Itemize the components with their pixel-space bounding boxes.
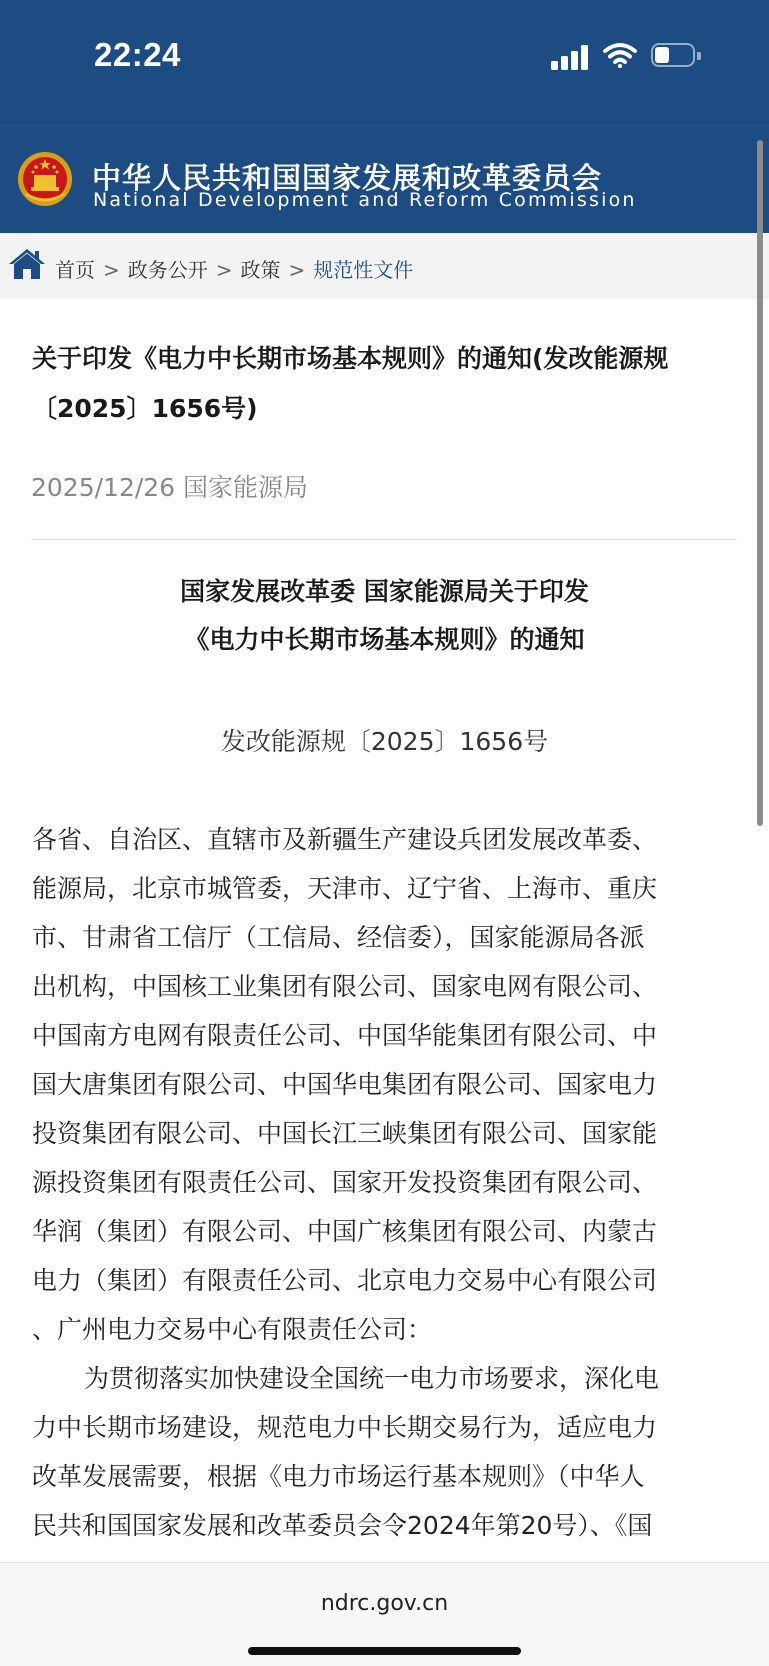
notice-heading-line: 《电力中长期市场基本规则》的通知 <box>184 625 585 654</box>
breadcrumb-policy[interactable]: 政策 <box>240 258 281 282</box>
breadcrumb-separator: > <box>288 258 306 282</box>
home-indicator[interactable] <box>248 1647 521 1655</box>
divider <box>31 539 737 540</box>
body-line: 各省、自治区、直辖市及新疆生产建设兵团发展改革委、 <box>32 825 658 854</box>
publish-date: 2025/12/26 <box>31 473 176 502</box>
body-line: 投资集团有限公司、中国长江三峡集团有限公司、国家能 <box>32 1119 658 1148</box>
breadcrumb-home[interactable]: 首页 <box>55 258 95 282</box>
wifi-icon <box>603 42 637 68</box>
body-line: 能源局，北京市城管委，天津市、辽宁省、上海市、重庆 <box>32 874 658 903</box>
status-time: 22:24 <box>94 36 181 73</box>
body-line: 国大唐集团有限公司、中国华电集团有限公司、国家电力 <box>32 1070 658 1099</box>
article-title-line: 〔2025〕1656号) <box>32 394 258 423</box>
body-line: 中国南方电网有限责任公司、中国华能集团有限公司、中 <box>32 1021 658 1050</box>
national-emblem-icon <box>16 150 74 208</box>
body-line: 、广州电力交易中心有限责任公司： <box>32 1315 433 1344</box>
site-header <box>0 125 769 234</box>
breadcrumb-gov-affairs[interactable]: 政务公开 <box>127 258 208 282</box>
body-line: 力中长期市场建设，规范电力中长期交易行为，适应电力 <box>32 1413 658 1442</box>
body-line: 出机构，中国核工业集团有限公司、国家电网有限公司、 <box>32 972 658 1001</box>
url-field[interactable]: ndrc.gov.cn <box>320 1591 449 1616</box>
article-title-line: 关于印发《电力中长期市场基本规则》的通知(发改能源规 <box>32 344 669 373</box>
notice-heading <box>0 568 769 664</box>
breadcrumb-separator: > <box>215 258 233 282</box>
browser-address-bar <box>0 1562 769 1666</box>
notice-heading-line: 国家发展改革委 国家能源局关于印发 <box>180 577 589 606</box>
body-line: 源投资集团有限责任公司、国家开发投资集团有限公司、 <box>32 1168 658 1197</box>
breadcrumb <box>0 233 769 299</box>
body-line: 华润（集团）有限公司、中国广核集团有限公司、内蒙古 <box>32 1217 658 1246</box>
battery-icon <box>651 43 701 69</box>
article-body <box>32 815 740 1550</box>
home-icon[interactable] <box>8 247 46 281</box>
status-bar <box>0 0 769 125</box>
signal-icon <box>551 44 589 70</box>
body-line: 改革发展需要，根据《电力市场运行基本规则》（中华人 <box>32 1462 645 1491</box>
article-source: 国家能源局 <box>183 473 309 502</box>
body-line: 市、甘肃省工信厅（工信局、经信委），国家能源局各派 <box>32 923 645 952</box>
body-line: 为贯彻落实加快建设全国统一电力市场要求，深化电 <box>84 1364 660 1393</box>
article-meta <box>31 468 308 504</box>
document-number: 发改能源规〔2025〕1656号 <box>220 727 549 756</box>
body-line: 民共和国国家发展和改革委员会令2024年第20号）、《国 <box>32 1511 653 1540</box>
page-scrollbar[interactable] <box>757 140 763 826</box>
breadcrumb-normative-documents[interactable]: 规范性文件 <box>313 258 414 282</box>
article-title <box>32 334 732 434</box>
site-title: 中华人民共和国国家发展和改革委员会 <box>92 161 603 195</box>
breadcrumb-separator: > <box>103 258 120 282</box>
body-line: 电力（集团）有限责任公司、北京电力交易中心有限公司 <box>32 1266 658 1295</box>
site-subtitle: National Development and Reform Commission <box>93 189 637 211</box>
